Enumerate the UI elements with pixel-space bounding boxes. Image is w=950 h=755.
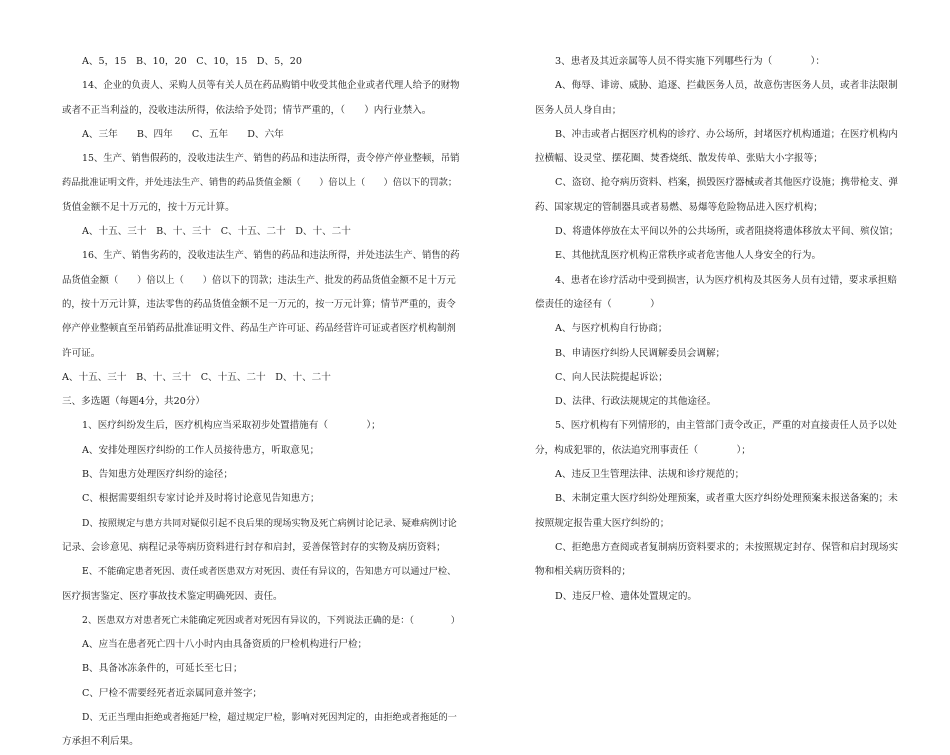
- text-line: D、无正当理由拒绝或者拖延尸检，超过规定尸检，影响对死因判定的，由拒绝或者拖延的一: [82, 712, 457, 724]
- text-line: C、盗窃、抢夺病历资料、档案，损毁医疗器械或者其他医疗设施；携带枪支、弹: [555, 177, 899, 189]
- text-line: A、违反卫生管理法律、法规和诊疗规范的；: [555, 469, 745, 481]
- text-line: 按照规定报告重大医疗纠纷的；: [535, 517, 670, 529]
- text-line: A、十五、三十 B、十、三十 C、十五、二十 D、十、二十: [62, 371, 331, 383]
- text-line: 4、患者在诊疗活动中受到损害，认为医疗机构及其医务人员有过错，要求承担赔: [555, 274, 897, 286]
- text-line: 偿责任的途径有（ ）: [535, 298, 660, 310]
- text-line: 15、生产、销售假药的，没收违法生产、销售的药品和违法所得，责令停产停业整顿，吊销: [82, 153, 460, 165]
- text-line: 或者不正当利益的，没收违法所得，依法给予处罚；情节严重的，（ ）内行业禁入。: [62, 104, 432, 116]
- text-line: D、将遗体停放在太平间以外的公共场所，或者阻挠将遗体移放太平间、殡仪馆；: [555, 226, 899, 238]
- text-line: C、向人民法院提起诉讼；: [555, 371, 668, 383]
- text-line: 医务人员人身自由；: [535, 104, 622, 116]
- text-line: B、具备冰冻条件的，可延长至七日；: [82, 663, 243, 675]
- text-line: C、尸检不需要经死者近亲属同意并签字；: [82, 687, 263, 699]
- text-line: A、三年 B、四年 C、五年 D、六年: [82, 128, 284, 140]
- text-line: A、十五、三十 B、十、三十 C、十五、二十 D、十、二十: [82, 226, 351, 238]
- text-line: 记录、会诊意见、病程记录等病历资料进行封存和启封，妥善保管封存的实物及病历资料；: [62, 541, 446, 553]
- text-line: 药、国家规定的管制器具或者易燃、易爆等危险物品进入医疗机构；: [535, 201, 823, 213]
- text-line: B、未制定重大医疗纠纷处理预案，或者重大医疗纠纷处理预案未报送备案的；未: [555, 493, 898, 505]
- text-line: C、根据需要组织专家讨论并及时将讨论意见告知患方；: [82, 493, 320, 505]
- text-line: B、告知患方处理医疗纠纷的途径；: [82, 469, 233, 481]
- text-line: 许可证。: [62, 347, 101, 359]
- text-line: 物和相关病历资料的；: [535, 566, 631, 578]
- text-line: 2、医患双方对患者死亡未能确定死因或者对死因有异议的，下列说法正确的是：（ ）: [82, 614, 460, 626]
- text-line: D、按照规定与患方共同对疑似引起不良后果的现场实物及死亡病例讨论记录、疑难病例讨论: [82, 517, 457, 529]
- text-line: A、与医疗机构自行协商；: [555, 323, 668, 335]
- left-column: [62, 50, 462, 755]
- text-line: 的，按十万元计算，违法零售的药品货值金额不足一万元的，按一万元计算；情节严重的，责令: [62, 298, 456, 310]
- text-line: A、5，15 B、10，20 C、10，15 D、5，20: [82, 56, 302, 67]
- text-line: B、冲击或者占据医疗机构的诊疗、办公场所，封堵医疗机构通道；在医疗机构内: [555, 128, 898, 140]
- text-line: 14、企业的负责人、采购人员等有关人员在药品购销中收受其他企业或者代理人给予的财物: [82, 80, 460, 92]
- text-line: A、安排处理医疗纠纷的工作人员接待患方，听取意见；: [82, 444, 320, 456]
- text-line: 停产停业整顿直至吊销药品批准证明文件、药品生产许可证、药品经营许可证或者医疗机构制剂: [62, 323, 456, 335]
- text-line: C、拒绝患方查阅或者复制病历资料要求的；未按照规定封存、保管和启封现场实: [555, 541, 899, 553]
- text-line: 医疗损害鉴定、医疗事故技术鉴定明确死因、责任。: [62, 590, 283, 602]
- text-line: 16、生产、销售劣药的，没收违法生产、销售的药品和违法所得，并处违法生产、销售的药: [82, 250, 460, 262]
- text-line: 1、医疗纠纷发生后，医疗机构应当采取初步处置措施有（ ）；: [82, 420, 381, 432]
- text-line: E、其他扰乱医疗机构正常秩序或者危害他人人身安全的行为。: [555, 250, 822, 262]
- text-line: E、不能确定患者死因、责任或者医患双方对死因、责任有异议的，告知患方可以通过尸检、: [82, 566, 457, 578]
- text-line: 拉横幅、设灵堂、摆花圈、焚香烧纸、散发传单、张贴大小字报等；: [535, 153, 823, 165]
- text-line: D、违反尸检、遗体处置规定的。: [555, 590, 698, 602]
- text-line: 3、患者及其近亲属等人员不得实施下列哪些行为（ ）：: [555, 56, 825, 67]
- text-line: 5、医疗机构有下列情形的，由主管部门责令改正，严重的对直接责任人员予以处: [555, 420, 897, 432]
- text-line: D、法律、行政法规规定的其他途径。: [555, 396, 717, 408]
- text-line: 药品批准证明文件，并处违法生产、销售的药品货值金额（ ）倍以上（ ）倍以下的罚款；: [62, 177, 458, 189]
- right-column: [535, 50, 920, 609]
- text-line: B、申请医疗纠纷人民调解委员会调解；: [555, 347, 726, 359]
- text-line: 品货值金额（ ）倍以上（ ）倍以下的罚款；违法生产、批发的药品货值金额不足十万元: [62, 274, 456, 286]
- text-line: 方承担不利后果。: [62, 736, 139, 748]
- text-line: A、应当在患者死亡四十八小时内由具备资质的尸检机构进行尸检；: [82, 639, 368, 651]
- text-line: 三、多选题（每题4分，共20分）: [62, 396, 206, 408]
- text-line: A、侮辱、诽谤、威胁、追逐、拦截医务人员，故意伤害医务人员，或者非法限制: [555, 80, 898, 92]
- text-line: 分，构成犯罪的，依法追究刑事责任（ ）；: [535, 444, 751, 456]
- text-line: 货值金额不足十万元的，按十万元计算。: [62, 201, 235, 213]
